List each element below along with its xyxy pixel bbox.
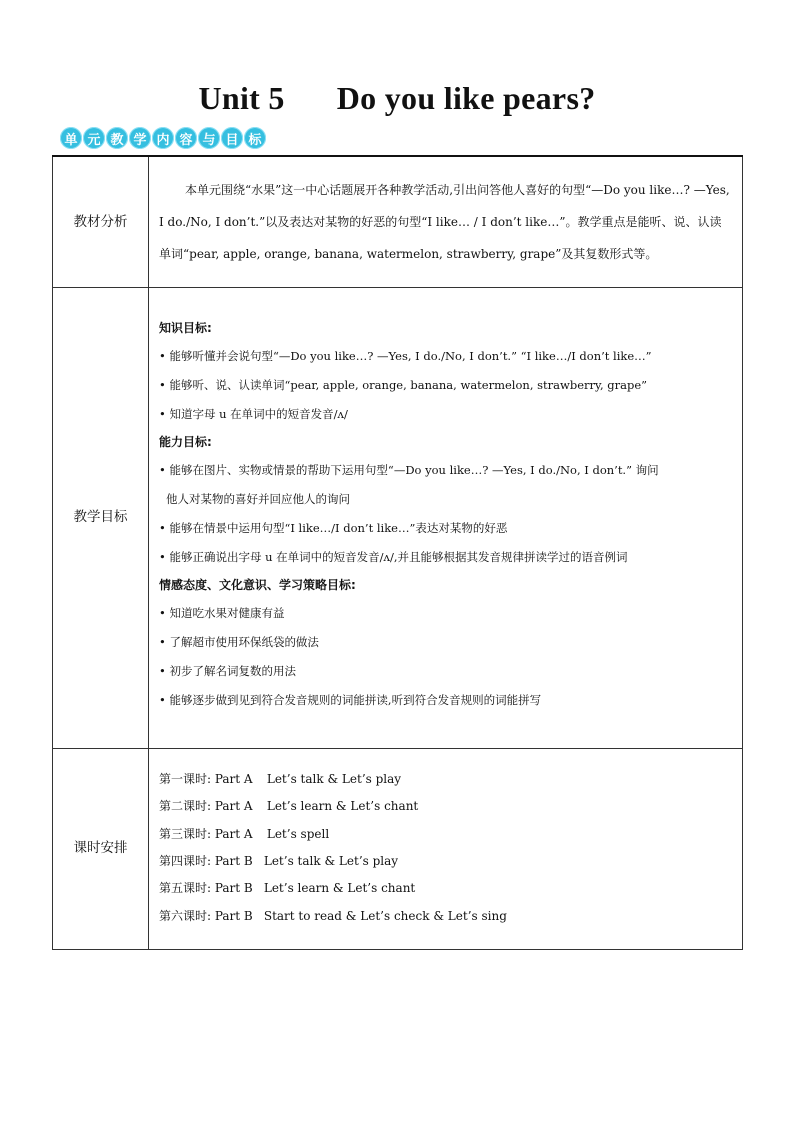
lesson-number: 第四课时: — [159, 854, 215, 868]
lesson-row — [159, 848, 733, 875]
unit-number: Unit 5 — [198, 80, 285, 116]
section-char: 内 — [152, 127, 174, 149]
lesson-number: 第五课时: — [159, 881, 215, 896]
goal-item: • 知道吃水果对健康有益 — [159, 605, 285, 620]
goal-item: • 能够在图片、实物或情景的帮助下运用句型“—Do you like…? —Yes, I do./No, I don’t.” 询问 — [159, 462, 659, 477]
section-char: 目 — [221, 127, 243, 149]
lesson-row — [159, 875, 733, 902]
lesson-number: 第一课时: — [159, 772, 215, 787]
section-char: 与 — [198, 127, 220, 149]
section-char: 教 — [106, 127, 128, 149]
section-char: 学 — [129, 127, 151, 149]
goal-item: • 能够听懂并会说句型“—Do you like…? —Yes, I do./No, I don’t.” “I like…/I don’t like…” — [159, 348, 652, 363]
section-char: 单 — [60, 127, 82, 149]
goal-item: • 能够在情景中运用句型“I like…/I don’t like…”表达对某物的好恶 — [159, 520, 508, 535]
section-char: 标 — [244, 127, 266, 149]
section-char: 元 — [83, 127, 105, 149]
lesson-row — [159, 766, 733, 793]
schedule-label: 课时安排 — [53, 748, 149, 949]
analysis-label: 教材分析 — [53, 156, 149, 287]
goal-item: • 能够正确说出字母 u 在单词中的短音发音/ʌ/,并且能够根据其发音规律拼读学过的语音例词 — [159, 549, 628, 564]
section-header-badge — [60, 124, 267, 152]
emotion-goals-heading: 情感态度、文化意识、学习策略目标: — [159, 577, 356, 592]
lesson-row — [159, 903, 733, 930]
lesson-part: Part A — [214, 826, 253, 841]
lesson-row — [159, 793, 733, 820]
lesson-content: Let’s talk & Let’s play — [263, 854, 399, 868]
goal-item: • 能够逐步做到见到符合发音规则的词能拼读,听到符合发音规则的词能拼写 — [159, 692, 542, 707]
lesson-content: Let’s learn & Let’s chant — [266, 799, 419, 814]
goals-row — [53, 287, 743, 748]
analysis-cell — [149, 156, 743, 287]
goals-label: 教学目标 — [53, 287, 149, 748]
goals-cell — [149, 287, 743, 748]
lesson-content: Let’s spell — [266, 826, 330, 841]
lesson-part: Part A — [214, 772, 253, 787]
lesson-content: Start to read & Let’s check & Let’s sing — [263, 908, 507, 923]
section-char: 容 — [175, 127, 197, 149]
unit-plan-table — [52, 155, 743, 950]
schedule-cell — [149, 748, 743, 949]
lesson-content: Let’s talk & Let’s play — [266, 772, 402, 787]
lesson-part: Part B — [214, 881, 253, 896]
schedule-row — [53, 748, 743, 949]
goal-item-continuation: 他人对某物的喜好并回应他人的询问 — [166, 491, 350, 506]
lesson-number: 第二课时: — [159, 799, 215, 814]
knowledge-goals-heading: 知识目标: — [159, 320, 212, 335]
goal-item: • 初步了解名词复数的用法 — [159, 663, 296, 678]
analysis-text: 本单元围绕“水果”这一中心话题展开各种教学活动,引出问答他人喜好的句型“—Do you like…? —Yes, I do./No, I don’t.”以及表达对某物的好恶的句型“I like… / I don’t like…”。教学重点是能听、说、认读单词“pear, apple, orange, banana, watermelon, strawberry, grape”及其复数形式等。 — [159, 182, 730, 261]
goal-item: • 能够听、说、认读单词“pear, apple, orange, banana, watermelon, strawberry, grape” — [159, 377, 648, 392]
lesson-number: 第三课时: — [159, 826, 215, 841]
lesson-content: Let’s learn & Let’s chant — [263, 881, 416, 896]
ability-goals-heading: 能力目标: — [159, 434, 212, 449]
lesson-part: Part B — [214, 908, 253, 923]
analysis-row — [53, 156, 743, 287]
lesson-number: 第六课时: — [159, 908, 215, 923]
goal-item: • 了解超市使用环保纸袋的做法 — [159, 634, 319, 649]
lesson-row — [159, 821, 733, 848]
unit-topic: Do you like pears? — [336, 80, 596, 116]
goal-item: • 知道字母 u 在单词中的短音发音/ʌ/ — [159, 406, 348, 421]
lesson-part: Part A — [214, 799, 253, 814]
lesson-part: Part B — [214, 854, 253, 868]
page-title — [0, 80, 794, 117]
